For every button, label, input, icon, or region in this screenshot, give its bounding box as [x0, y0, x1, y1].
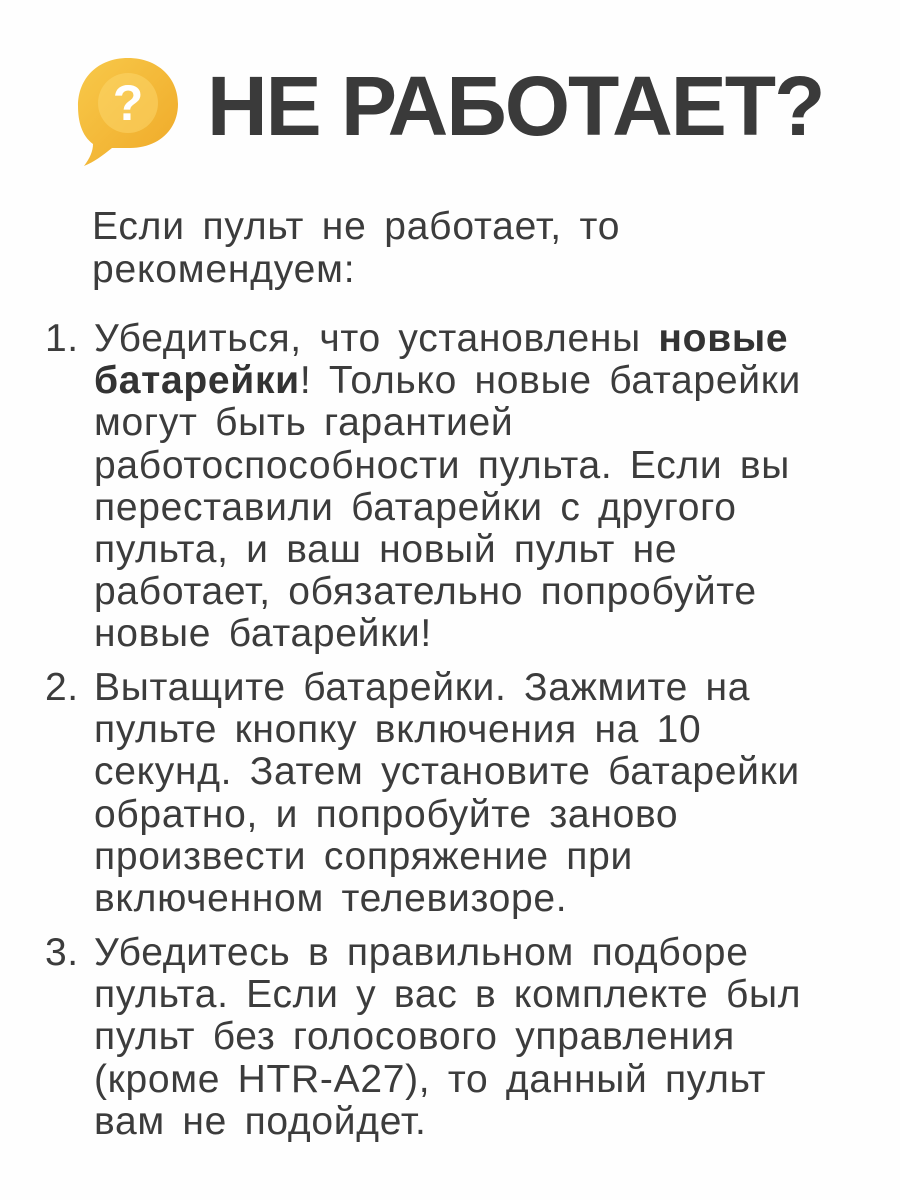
item-text — [94, 667, 884, 920]
item-line: пульта. Если у вас в комплекте был — [94, 973, 802, 1017]
item-line: секунд. Затем установите батарейки — [94, 750, 800, 794]
item-line: (кроме HTR-A27), то данный пульт — [94, 1057, 767, 1101]
item-number: 3. — [45, 931, 79, 974]
item-number: 1. — [45, 317, 79, 360]
page-title: НЕ РАБОТАЕТ? — [207, 59, 824, 153]
item-text — [94, 932, 884, 1143]
item-bold-text: батарейки — [94, 359, 300, 403]
item-text-segment: Убедиться, что установлены — [94, 317, 659, 360]
item-bold-text: новые — [658, 317, 789, 360]
item-line: произвести сопряжение при — [94, 834, 633, 878]
item-text — [94, 318, 884, 656]
intro-line: рекомендуем: — [92, 248, 356, 291]
item-text-segment: ! Только новые батарейки — [299, 359, 801, 403]
item-line: новые батарейки! — [94, 612, 432, 656]
item-line — [94, 318, 884, 360]
item-line: Убедитесь в правильном подборе — [94, 931, 749, 974]
question-bubble-icon — [72, 52, 184, 172]
item-line: работоспособности пульта. Если вы — [94, 443, 791, 487]
item-line — [94, 360, 884, 402]
item-line: включенном телевизоре. — [94, 877, 568, 921]
item-line: пульт без голосового управления — [94, 1015, 735, 1059]
item-line: обратно, и попробуйте заново — [94, 792, 679, 836]
question-glyph: ? — [112, 75, 144, 131]
header — [72, 52, 872, 172]
item-number: 2. — [45, 666, 79, 709]
item-line: вам не подойдет. — [94, 1099, 427, 1143]
item-line: работает, обязательно попробуйте — [94, 570, 757, 614]
item-line: пульте кнопку включения на 10 — [94, 708, 702, 752]
item-line: переставили батарейки с другого — [94, 485, 737, 529]
item-line: Вытащите батарейки. Зажмите на — [94, 666, 751, 709]
intro-text — [92, 205, 852, 291]
item-line: пульта, и ваш новый пульт не — [94, 528, 678, 572]
intro-line: Если пульт не работает, то — [92, 205, 621, 248]
item-line: могут быть гарантией — [94, 401, 514, 445]
